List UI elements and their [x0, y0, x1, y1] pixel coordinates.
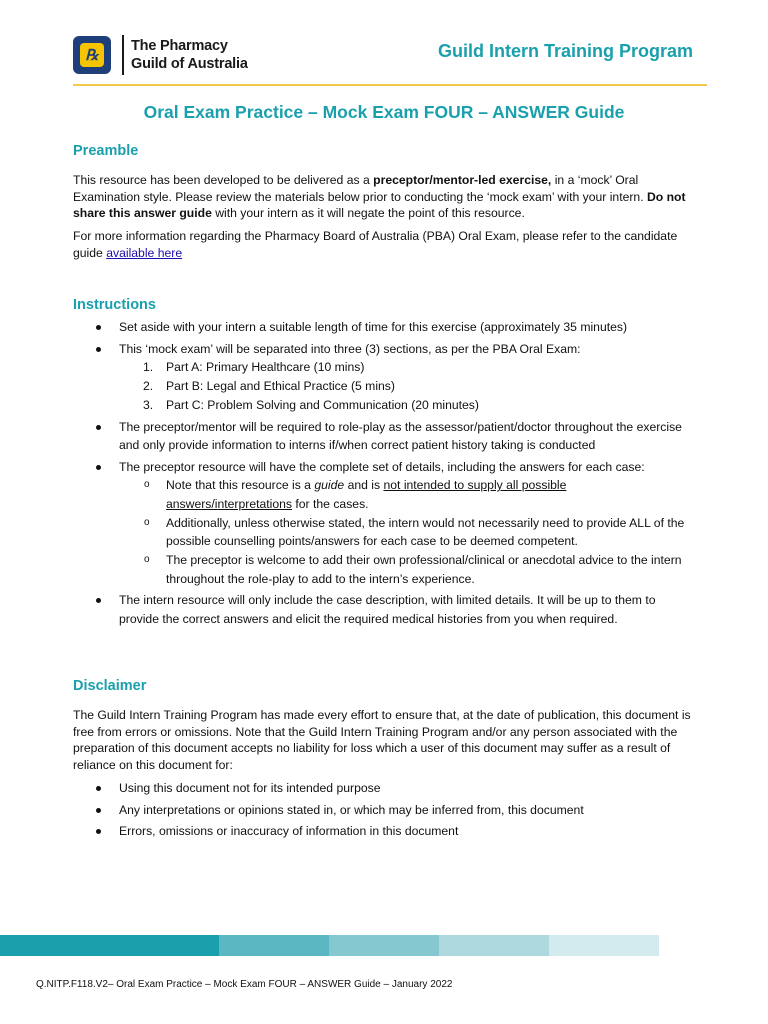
sub-list-item [119, 551, 693, 588]
sub-list [119, 476, 693, 588]
logo-text [131, 37, 248, 73]
sub-list-item [119, 476, 693, 513]
list-item-text: The preceptor/mentor will be required to role-play as the assessor/patient/doctor throughout the exercise and only provide information to interns if/when correct patient history taking is conducted [119, 419, 682, 452]
section-number: 1. [143, 360, 154, 374]
instructions-list [73, 318, 693, 631]
sub-list-item-text: Additionally, unless otherwise stated, the intern would not necessarily need to provide ALL of the possible counselling points/answers for each case to be deemed competent. [166, 515, 685, 548]
logo-line-2: Guild of Australia [131, 56, 248, 72]
section-item [119, 358, 693, 377]
list-item-text: The intern resource will only include the case description, with limited details. It will be up to them to provide the correct answers and elicit the required medical histories from you when required. [119, 593, 656, 626]
sections-list [119, 358, 693, 415]
section-number: 2. [143, 379, 154, 393]
preamble-paragraph-2 [73, 228, 693, 261]
instructions-heading: Instructions [73, 297, 156, 313]
list-item [73, 340, 693, 415]
text-run: in a ‘mock’ Oral Examination style. Please review the materials below prior to conducting the ‘mock exam’ with your intern. [73, 173, 647, 204]
disclaimer-paragraph: The Guild Intern Training Program has made every effort to ensure that, at the date of publication, this document is free from errors or omissions. Note that the Guild Intern Training Program and/or any person associated with the preparation of this document accepts no liability for loss which a user of this document may suffer as a result of reliance on this document for: [73, 708, 691, 772]
text-run: with your intern as it will negate the point of this resource. [211, 206, 525, 220]
document-title: Oral Exam Practice – Mock Exam FOUR – ANSWER Guide [143, 102, 625, 122]
text-run: for the cases. [292, 496, 369, 511]
available-here-link[interactable]: available here [106, 245, 183, 260]
italic-text: guide [314, 478, 345, 492]
program-title: Guild Intern Training Program [437, 41, 693, 61]
section-text: Part C: Problem Solving and Communication (20 minutes) [166, 398, 479, 412]
logo-line-1: The Pharmacy [131, 38, 228, 54]
pharmacy-guild-logo [73, 36, 111, 74]
header-rule [73, 84, 707, 86]
logo-divider [122, 35, 124, 75]
section-text: Part B: Legal and Ethical Practice (5 mins) [166, 379, 395, 393]
underlined-text: not intended to supply all possible answers/interpretations [166, 478, 567, 511]
text-run: Note that this resource is a [166, 478, 315, 492]
list-item-text: Any interpretations or opinions stated in, or which may be inferred from, this document [119, 802, 584, 817]
section-text: Part A: Primary Healthcare (10 mins) [166, 360, 365, 374]
list-item [73, 801, 693, 820]
logo-r-icon: ℞ [80, 43, 104, 67]
footer-band-segment [219, 935, 329, 956]
preamble-heading: Preamble [73, 143, 139, 159]
list-item-text: This ‘mock exam’ will be separated into three (3) sections, as per the PBA Oral Exam: [119, 341, 581, 356]
bold-text: preceptor/mentor-led exercise, [373, 173, 552, 187]
preamble-paragraph-1 [73, 172, 693, 222]
footer-band-segment [439, 935, 549, 956]
list-item [73, 591, 693, 628]
section-number: 3. [143, 398, 154, 412]
disclaimer-list [73, 779, 693, 844]
text-run: This resource has been developed to be delivered as a [73, 173, 374, 187]
footer-band-segment [329, 935, 439, 956]
sub-list-item-text: The preceptor is welcome to add their own professional/clinical or anecdotal advice to the intern throughout the role-play to add to the intern’s experience. [166, 553, 682, 586]
footer-band-segment [549, 935, 659, 956]
list-item-text: Using this document not for its intended purpose [119, 781, 381, 795]
list-item [73, 318, 693, 337]
bold-text: Do not share this answer guide [73, 189, 686, 220]
section-item [119, 396, 693, 415]
page-header [73, 35, 707, 85]
list-item [73, 458, 693, 589]
list-item-text: Errors, omissions or inaccuracy of information in this document [119, 824, 459, 838]
list-item [73, 779, 693, 798]
list-item [73, 418, 693, 455]
disclaimer-heading: Disclaimer [73, 678, 147, 694]
text-run: and is [344, 478, 384, 492]
list-item-text: The preceptor resource will have the complete set of details, including the answers for each case: [119, 459, 645, 474]
footer-band-segment [0, 935, 219, 956]
list-item [73, 822, 693, 841]
list-item-text: Set aside with your intern a suitable length of time for this exercise (approximately 35 minutes) [119, 320, 628, 334]
section-item [119, 377, 693, 396]
sub-list-item [119, 514, 693, 551]
footer-text: Q.NITP.F118.V2– Oral Exam Practice – Mock Exam FOUR – ANSWER Guide – January 2022 [36, 979, 453, 990]
text-run: For more information regarding the Pharmacy Board of Australia (PBA) Oral Exam, please refer to the candidate guide [73, 229, 678, 260]
